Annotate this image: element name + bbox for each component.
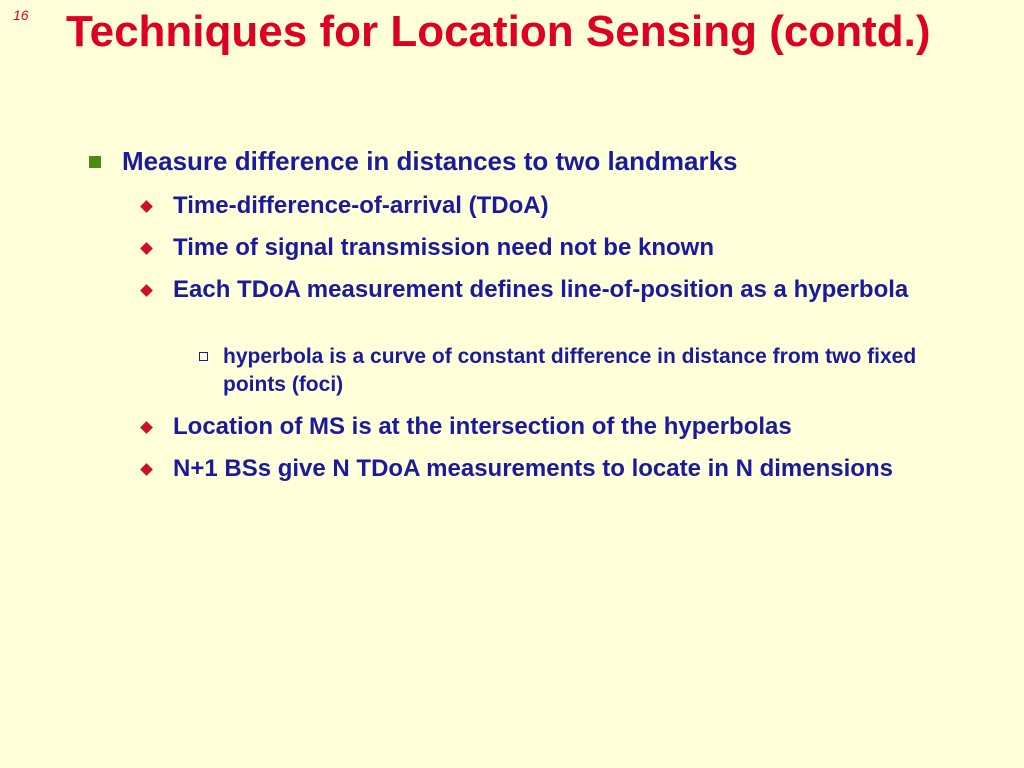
bullet-level2-item: [173, 453, 1003, 485]
slide-title: Techniques for Location Sensing (contd.): [66, 7, 931, 56]
bullet-level2-item: [173, 190, 1003, 222]
open-square-bullet-icon: [199, 352, 208, 361]
diamond-bullet-icon: [140, 242, 153, 255]
bullet-text: hyperbola is a curve of constant difference in distance from two fixed points (foci): [223, 345, 917, 396]
bullet-text: Each TDoA measurement defines line-of-position as a hyperbola: [173, 276, 909, 303]
diamond-bullet-icon: [140, 200, 153, 213]
bullet-level2-item: [173, 232, 1003, 264]
diamond-bullet-icon: [140, 421, 153, 434]
bullet-level1-item: [122, 145, 982, 177]
diamond-bullet-icon: [140, 463, 153, 476]
bullet-text: N+1 BSs give N TDoA measurements to locate in N dimensions: [173, 455, 893, 482]
diamond-bullet-icon: [140, 284, 153, 297]
bullet-text: Measure difference in distances to two landmarks: [122, 146, 738, 176]
bullet-text: Location of MS is at the intersection of the hyperbolas: [173, 413, 792, 440]
bullet-text: Time-difference-of-arrival (TDoA): [173, 192, 549, 219]
bullet-level2-item: [173, 274, 1003, 306]
bullet-level2-item: [173, 411, 1003, 443]
slide-number: 16: [13, 7, 29, 23]
bullet-text: Time of signal transmission need not be known: [173, 234, 714, 261]
filled-square-bullet-icon: [89, 156, 101, 168]
bullet-level3-item: [223, 343, 983, 399]
